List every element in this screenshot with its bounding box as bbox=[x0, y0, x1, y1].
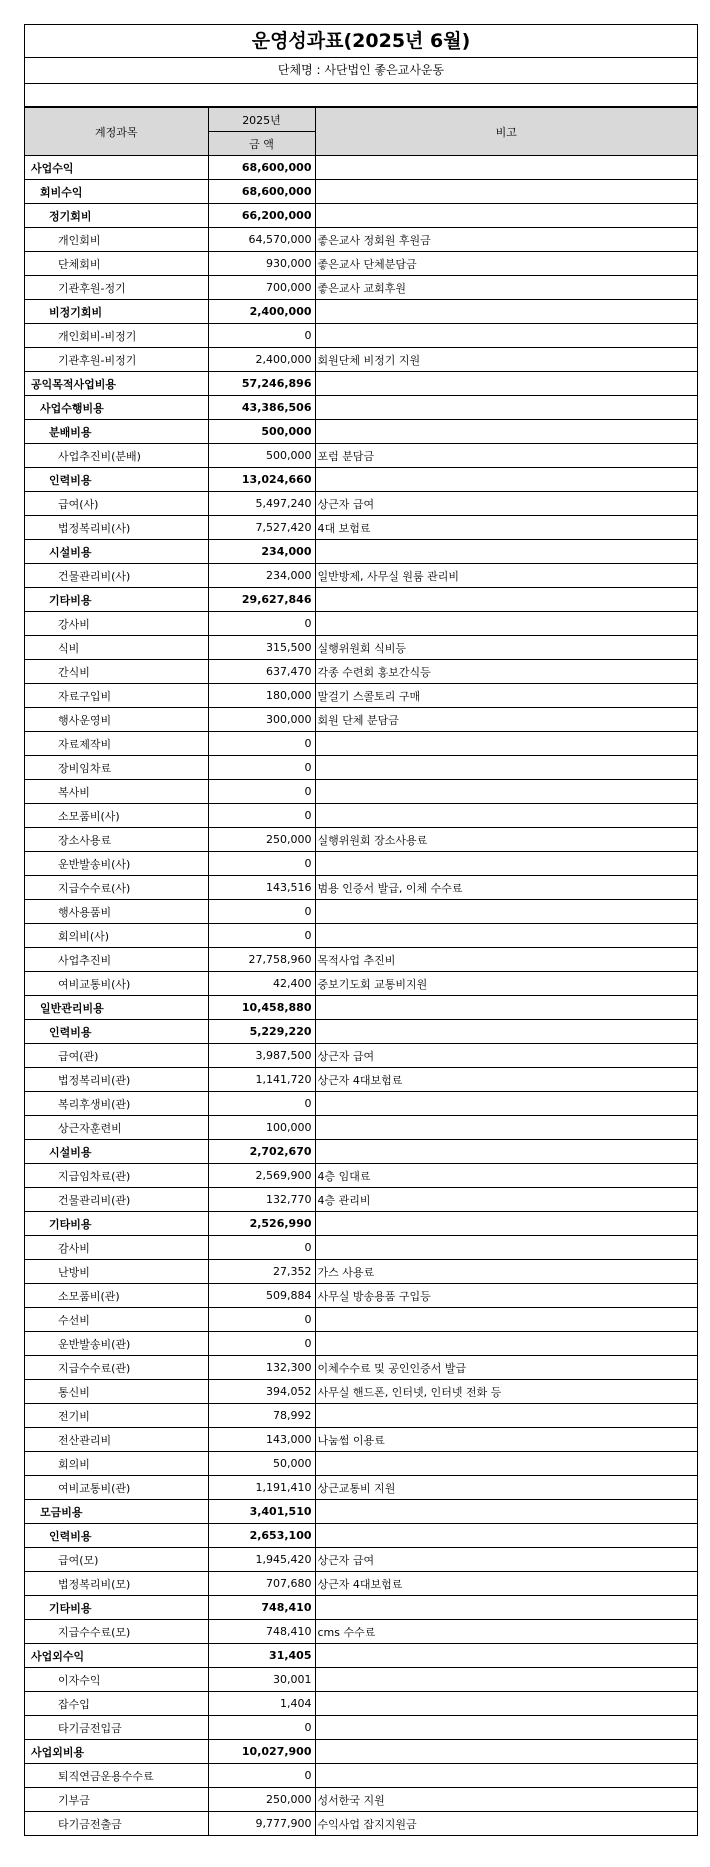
table-row bbox=[25, 708, 697, 732]
account-name-cell: 사업추진비(분배) bbox=[25, 444, 208, 468]
account-name-cell: 기부금 bbox=[25, 1788, 208, 1812]
table-row bbox=[25, 1596, 697, 1620]
amount-cell: 180,000 bbox=[208, 684, 315, 708]
table-row bbox=[25, 1476, 697, 1500]
account-name-cell: 급여(관) bbox=[25, 1044, 208, 1068]
amount-cell: 0 bbox=[208, 804, 315, 828]
account-name-cell: 장비임차료 bbox=[25, 756, 208, 780]
table-row bbox=[25, 468, 697, 492]
note-cell: 수익사업 잡지지원금 bbox=[315, 1812, 697, 1836]
header-year: 2025년 bbox=[208, 108, 315, 132]
account-name-cell: 전기비 bbox=[25, 1404, 208, 1428]
amount-cell: 250,000 bbox=[208, 1788, 315, 1812]
amount-cell: 2,569,900 bbox=[208, 1164, 315, 1188]
note-cell: 회원 단체 분담금 bbox=[315, 708, 697, 732]
amount-cell: 68,600,000 bbox=[208, 156, 315, 180]
note-cell bbox=[315, 1020, 697, 1044]
spacer-row bbox=[25, 84, 697, 108]
note-cell: 나눔썸 이용료 bbox=[315, 1428, 697, 1452]
account-name-cell: 사업수행비용 bbox=[25, 396, 208, 420]
amount-cell: 0 bbox=[208, 900, 315, 924]
account-name-cell: 식비 bbox=[25, 636, 208, 660]
table-row bbox=[25, 1020, 697, 1044]
amount-cell: 143,516 bbox=[208, 876, 315, 900]
table-row bbox=[25, 564, 697, 588]
amount-cell: 143,000 bbox=[208, 1428, 315, 1452]
amount-cell: 27,352 bbox=[208, 1260, 315, 1284]
amount-cell: 1,191,410 bbox=[208, 1476, 315, 1500]
amount-cell: 0 bbox=[208, 1764, 315, 1788]
note-cell bbox=[315, 1308, 697, 1332]
account-name-cell: 일반관리비용 bbox=[25, 996, 208, 1020]
amount-cell: 748,410 bbox=[208, 1596, 315, 1620]
table-row bbox=[25, 156, 697, 180]
account-name-cell: 회의비(사) bbox=[25, 924, 208, 948]
table-row bbox=[25, 1620, 697, 1644]
table-row bbox=[25, 1716, 697, 1740]
table-row bbox=[25, 660, 697, 684]
amount-cell: 637,470 bbox=[208, 660, 315, 684]
amount-cell: 509,884 bbox=[208, 1284, 315, 1308]
account-name-cell: 여비교통비(관) bbox=[25, 1476, 208, 1500]
table-row bbox=[25, 1356, 697, 1380]
amount-cell: 42,400 bbox=[208, 972, 315, 996]
account-name-cell: 난방비 bbox=[25, 1260, 208, 1284]
note-cell bbox=[315, 756, 697, 780]
account-name-cell: 통신비 bbox=[25, 1380, 208, 1404]
account-name-cell: 타기금전입금 bbox=[25, 1716, 208, 1740]
account-name-cell: 기타비용 bbox=[25, 1596, 208, 1620]
account-name-cell: 사업수익 bbox=[25, 156, 208, 180]
table-row bbox=[25, 1140, 697, 1164]
amount-cell: 707,680 bbox=[208, 1572, 315, 1596]
table-row bbox=[25, 204, 697, 228]
table-row bbox=[25, 1092, 697, 1116]
note-cell: 각종 수련회 홍보간식등 bbox=[315, 660, 697, 684]
amount-cell: 748,410 bbox=[208, 1620, 315, 1644]
amount-cell: 500,000 bbox=[208, 420, 315, 444]
note-cell bbox=[315, 372, 697, 396]
table-row bbox=[25, 228, 697, 252]
account-name-cell: 소모품비(관) bbox=[25, 1284, 208, 1308]
account-name-cell: 개인회비-비정기 bbox=[25, 324, 208, 348]
table-row bbox=[25, 1668, 697, 1692]
amount-cell: 2,400,000 bbox=[208, 300, 315, 324]
account-name-cell: 단체회비 bbox=[25, 252, 208, 276]
table-row bbox=[25, 1068, 697, 1092]
account-name-cell: 회의비 bbox=[25, 1452, 208, 1476]
table-row bbox=[25, 420, 697, 444]
note-cell bbox=[315, 396, 697, 420]
note-cell bbox=[315, 324, 697, 348]
organization-line: 단체명 : 사단법인 좋은교사운동 bbox=[25, 58, 697, 84]
note-cell bbox=[315, 1740, 697, 1764]
amount-cell: 0 bbox=[208, 612, 315, 636]
account-name-cell: 운반발송비(관) bbox=[25, 1332, 208, 1356]
note-cell bbox=[315, 1644, 697, 1668]
account-name-cell: 자료구입비 bbox=[25, 684, 208, 708]
amount-cell: 100,000 bbox=[208, 1116, 315, 1140]
account-name-cell: 전산관리비 bbox=[25, 1428, 208, 1452]
amount-cell: 250,000 bbox=[208, 828, 315, 852]
account-name-cell: 사업외비용 bbox=[25, 1740, 208, 1764]
amount-cell: 0 bbox=[208, 1332, 315, 1356]
header-account: 계정과목 bbox=[25, 108, 208, 156]
account-name-cell: 지급임차료(관) bbox=[25, 1164, 208, 1188]
note-cell: 목적사업 추진비 bbox=[315, 948, 697, 972]
note-cell: 포럼 분담금 bbox=[315, 444, 697, 468]
table-row bbox=[25, 756, 697, 780]
note-cell: 범용 인증서 발급, 이체 수수료 bbox=[315, 876, 697, 900]
account-name-cell: 장소사용료 bbox=[25, 828, 208, 852]
report-title: 운영성과표(2025년 6월) bbox=[25, 25, 697, 58]
table-row bbox=[25, 276, 697, 300]
amount-cell: 7,527,420 bbox=[208, 516, 315, 540]
account-name-cell: 사업추진비 bbox=[25, 948, 208, 972]
table-row bbox=[25, 588, 697, 612]
amount-cell: 9,777,900 bbox=[208, 1812, 315, 1836]
table-row bbox=[25, 996, 697, 1020]
note-cell bbox=[315, 612, 697, 636]
account-name-cell: 지급수수료(관) bbox=[25, 1356, 208, 1380]
note-cell: 좋은교사 단체분담금 bbox=[315, 252, 697, 276]
account-name-cell: 기관후원-정기 bbox=[25, 276, 208, 300]
table-row bbox=[25, 1212, 697, 1236]
note-cell bbox=[315, 420, 697, 444]
table-row bbox=[25, 852, 697, 876]
note-cell bbox=[315, 1764, 697, 1788]
account-name-cell: 법정복리비(사) bbox=[25, 516, 208, 540]
account-name-cell: 시설비용 bbox=[25, 1140, 208, 1164]
note-cell bbox=[315, 732, 697, 756]
account-name-cell: 지급수수료(모) bbox=[25, 1620, 208, 1644]
note-cell: 회원단체 비정기 지원 bbox=[315, 348, 697, 372]
account-name-cell: 강사비 bbox=[25, 612, 208, 636]
table-row bbox=[25, 516, 697, 540]
account-name-cell: 자료제작비 bbox=[25, 732, 208, 756]
note-cell: 사무실 핸드폰, 인터넷, 인터넷 전화 등 bbox=[315, 1380, 697, 1404]
amount-cell: 0 bbox=[208, 756, 315, 780]
account-name-cell: 인력비용 bbox=[25, 1020, 208, 1044]
amount-cell: 68,600,000 bbox=[208, 180, 315, 204]
amount-cell: 31,405 bbox=[208, 1644, 315, 1668]
account-name-cell: 잡수입 bbox=[25, 1692, 208, 1716]
note-cell: 좋은교사 정회원 후원금 bbox=[315, 228, 697, 252]
account-name-cell: 법정복리비(관) bbox=[25, 1068, 208, 1092]
note-cell: 상근자 급여 bbox=[315, 1044, 697, 1068]
amount-cell: 0 bbox=[208, 324, 315, 348]
table-row bbox=[25, 1116, 697, 1140]
table-row bbox=[25, 1812, 697, 1836]
amount-cell: 132,300 bbox=[208, 1356, 315, 1380]
amount-cell: 1,404 bbox=[208, 1692, 315, 1716]
header-note: 비고 bbox=[315, 108, 697, 156]
amount-cell: 930,000 bbox=[208, 252, 315, 276]
note-cell: 중보기도회 교통비지원 bbox=[315, 972, 697, 996]
account-name-cell: 간식비 bbox=[25, 660, 208, 684]
amount-cell: 57,246,896 bbox=[208, 372, 315, 396]
account-name-cell: 여비교통비(사) bbox=[25, 972, 208, 996]
note-cell: 상근자 4대보험료 bbox=[315, 1068, 697, 1092]
note-cell: 가스 사용료 bbox=[315, 1260, 697, 1284]
note-cell bbox=[315, 804, 697, 828]
account-name-cell: 급여(사) bbox=[25, 492, 208, 516]
account-name-cell: 기타비용 bbox=[25, 588, 208, 612]
account-name-cell: 소모품비(사) bbox=[25, 804, 208, 828]
amount-cell: 3,987,500 bbox=[208, 1044, 315, 1068]
account-name-cell: 비정기회비 bbox=[25, 300, 208, 324]
table-row bbox=[25, 348, 697, 372]
note-cell: 사무실 방송용품 구입등 bbox=[315, 1284, 697, 1308]
note-cell: 상근자 급여 bbox=[315, 1548, 697, 1572]
note-cell: 실행위원회 식비등 bbox=[315, 636, 697, 660]
account-name-cell: 퇴직연금운용수수료 bbox=[25, 1764, 208, 1788]
account-name-cell: 상근자훈련비 bbox=[25, 1116, 208, 1140]
table-row bbox=[25, 1044, 697, 1068]
table-row bbox=[25, 948, 697, 972]
table-row bbox=[25, 1332, 697, 1356]
note-cell: 4대 보험료 bbox=[315, 516, 697, 540]
table-row bbox=[25, 1740, 697, 1764]
account-name-cell: 기관후원-비정기 bbox=[25, 348, 208, 372]
table-row bbox=[25, 1164, 697, 1188]
account-name-cell: 감사비 bbox=[25, 1236, 208, 1260]
note-cell bbox=[315, 180, 697, 204]
table-row bbox=[25, 1500, 697, 1524]
amount-cell: 30,001 bbox=[208, 1668, 315, 1692]
note-cell: 말걸기 스콜토리 구매 bbox=[315, 684, 697, 708]
amount-cell: 0 bbox=[208, 1308, 315, 1332]
table-row bbox=[25, 1188, 697, 1212]
table-row bbox=[25, 780, 697, 804]
table-row bbox=[25, 684, 697, 708]
table-row bbox=[25, 1404, 697, 1428]
account-name-cell: 모금비용 bbox=[25, 1500, 208, 1524]
table-row bbox=[25, 1572, 697, 1596]
table-row bbox=[25, 1260, 697, 1284]
amount-cell: 5,497,240 bbox=[208, 492, 315, 516]
account-name-cell: 타기금전출금 bbox=[25, 1812, 208, 1836]
amount-cell: 315,500 bbox=[208, 636, 315, 660]
account-name-cell: 복사비 bbox=[25, 780, 208, 804]
account-name-cell: 건물관리비(사) bbox=[25, 564, 208, 588]
table-row bbox=[25, 1692, 697, 1716]
note-cell: 상근교통비 지원 bbox=[315, 1476, 697, 1500]
note-cell bbox=[315, 1332, 697, 1356]
table-row bbox=[25, 1548, 697, 1572]
table-row bbox=[25, 492, 697, 516]
account-name-cell: 건물관리비(관) bbox=[25, 1188, 208, 1212]
account-name-cell: 개인회비 bbox=[25, 228, 208, 252]
note-cell bbox=[315, 1140, 697, 1164]
note-cell bbox=[315, 852, 697, 876]
amount-cell: 1,945,420 bbox=[208, 1548, 315, 1572]
note-cell bbox=[315, 900, 697, 924]
note-cell bbox=[315, 1404, 697, 1428]
note-cell: 상근자 급여 bbox=[315, 492, 697, 516]
amount-cell: 0 bbox=[208, 732, 315, 756]
table-row bbox=[25, 1428, 697, 1452]
note-cell bbox=[315, 468, 697, 492]
note-cell bbox=[315, 1212, 697, 1236]
table-row bbox=[25, 540, 697, 564]
amount-cell: 64,570,000 bbox=[208, 228, 315, 252]
table-row bbox=[25, 300, 697, 324]
note-cell bbox=[315, 1092, 697, 1116]
table-row bbox=[25, 396, 697, 420]
account-name-cell: 법정복리비(모) bbox=[25, 1572, 208, 1596]
note-cell bbox=[315, 1116, 697, 1140]
account-name-cell: 분배비용 bbox=[25, 420, 208, 444]
operating-results-sheet bbox=[24, 24, 698, 1836]
account-name-cell: 사업외수익 bbox=[25, 1644, 208, 1668]
amount-cell: 1,141,720 bbox=[208, 1068, 315, 1092]
amount-cell: 2,400,000 bbox=[208, 348, 315, 372]
note-cell bbox=[315, 1716, 697, 1740]
account-name-cell: 인력비용 bbox=[25, 468, 208, 492]
table-row bbox=[25, 1308, 697, 1332]
account-name-cell: 지급수수료(사) bbox=[25, 876, 208, 900]
account-name-cell: 운반발송비(사) bbox=[25, 852, 208, 876]
amount-cell: 394,052 bbox=[208, 1380, 315, 1404]
account-name-cell: 공익목적사업비용 bbox=[25, 372, 208, 396]
amount-cell: 132,770 bbox=[208, 1188, 315, 1212]
note-cell bbox=[315, 996, 697, 1020]
amount-cell: 27,758,960 bbox=[208, 948, 315, 972]
note-cell bbox=[315, 1596, 697, 1620]
table-row bbox=[25, 180, 697, 204]
account-name-cell: 시설비용 bbox=[25, 540, 208, 564]
table-row bbox=[25, 1452, 697, 1476]
amount-cell: 43,386,506 bbox=[208, 396, 315, 420]
note-cell bbox=[315, 204, 697, 228]
amount-cell: 2,653,100 bbox=[208, 1524, 315, 1548]
table-row bbox=[25, 1380, 697, 1404]
amount-cell: 29,627,846 bbox=[208, 588, 315, 612]
account-name-cell: 급여(모) bbox=[25, 1548, 208, 1572]
header-amount: 금 액 bbox=[208, 132, 315, 156]
table-row bbox=[25, 900, 697, 924]
note-cell bbox=[315, 1524, 697, 1548]
table-row bbox=[25, 612, 697, 636]
note-cell: 4층 임대료 bbox=[315, 1164, 697, 1188]
amount-cell: 78,992 bbox=[208, 1404, 315, 1428]
table-row bbox=[25, 636, 697, 660]
table-row bbox=[25, 324, 697, 348]
table-row bbox=[25, 252, 697, 276]
note-cell: 이체수수료 및 공인인증서 발급 bbox=[315, 1356, 697, 1380]
table-row bbox=[25, 1644, 697, 1668]
amount-cell: 234,000 bbox=[208, 564, 315, 588]
amount-cell: 300,000 bbox=[208, 708, 315, 732]
note-cell: 일반방제, 사무실 원룸 관리비 bbox=[315, 564, 697, 588]
note-cell bbox=[315, 588, 697, 612]
note-cell: cms 수수료 bbox=[315, 1620, 697, 1644]
amount-cell: 2,526,990 bbox=[208, 1212, 315, 1236]
amount-cell: 0 bbox=[208, 1236, 315, 1260]
account-name-cell: 이자수익 bbox=[25, 1668, 208, 1692]
amount-cell: 10,027,900 bbox=[208, 1740, 315, 1764]
note-cell bbox=[315, 300, 697, 324]
amount-cell: 10,458,880 bbox=[208, 996, 315, 1020]
account-name-cell: 인력비용 bbox=[25, 1524, 208, 1548]
table-row bbox=[25, 804, 697, 828]
note-cell: 4층 관리비 bbox=[315, 1188, 697, 1212]
account-name-cell: 행사용품비 bbox=[25, 900, 208, 924]
note-cell bbox=[315, 1692, 697, 1716]
amount-cell: 50,000 bbox=[208, 1452, 315, 1476]
note-cell: 상근자 4대보험료 bbox=[315, 1572, 697, 1596]
note-cell bbox=[315, 1236, 697, 1260]
amount-cell: 0 bbox=[208, 924, 315, 948]
amount-cell: 500,000 bbox=[208, 444, 315, 468]
note-cell: 실행위원회 장소사용료 bbox=[315, 828, 697, 852]
table-row bbox=[25, 828, 697, 852]
amount-cell: 700,000 bbox=[208, 276, 315, 300]
amount-cell: 2,702,670 bbox=[208, 1140, 315, 1164]
account-name-cell: 회비수익 bbox=[25, 180, 208, 204]
table-row bbox=[25, 732, 697, 756]
account-name-cell: 복리후생비(관) bbox=[25, 1092, 208, 1116]
amount-cell: 3,401,510 bbox=[208, 1500, 315, 1524]
table-row bbox=[25, 1284, 697, 1308]
amount-cell: 13,024,660 bbox=[208, 468, 315, 492]
amount-cell: 0 bbox=[208, 1092, 315, 1116]
account-name-cell: 수선비 bbox=[25, 1308, 208, 1332]
table-row bbox=[25, 924, 697, 948]
table-row bbox=[25, 372, 697, 396]
note-cell: 성서한국 지원 bbox=[315, 1788, 697, 1812]
amount-cell: 0 bbox=[208, 1716, 315, 1740]
table-row bbox=[25, 1524, 697, 1548]
account-name-cell: 기타비용 bbox=[25, 1212, 208, 1236]
table-row bbox=[25, 972, 697, 996]
amount-cell: 5,229,220 bbox=[208, 1020, 315, 1044]
ledger-table bbox=[25, 108, 697, 1835]
note-cell bbox=[315, 924, 697, 948]
note-cell bbox=[315, 1500, 697, 1524]
amount-cell: 0 bbox=[208, 780, 315, 804]
note-cell bbox=[315, 540, 697, 564]
ledger-body bbox=[25, 156, 697, 1836]
note-cell bbox=[315, 156, 697, 180]
account-name-cell: 행사운영비 bbox=[25, 708, 208, 732]
note-cell bbox=[315, 1452, 697, 1476]
table-row bbox=[25, 444, 697, 468]
table-row bbox=[25, 1788, 697, 1812]
account-name-cell: 정기회비 bbox=[25, 204, 208, 228]
amount-cell: 0 bbox=[208, 852, 315, 876]
table-row bbox=[25, 1236, 697, 1260]
note-cell: 좋은교사 교회후원 bbox=[315, 276, 697, 300]
note-cell bbox=[315, 1668, 697, 1692]
amount-cell: 234,000 bbox=[208, 540, 315, 564]
note-cell bbox=[315, 780, 697, 804]
amount-cell: 66,200,000 bbox=[208, 204, 315, 228]
table-row bbox=[25, 1764, 697, 1788]
table-row bbox=[25, 876, 697, 900]
